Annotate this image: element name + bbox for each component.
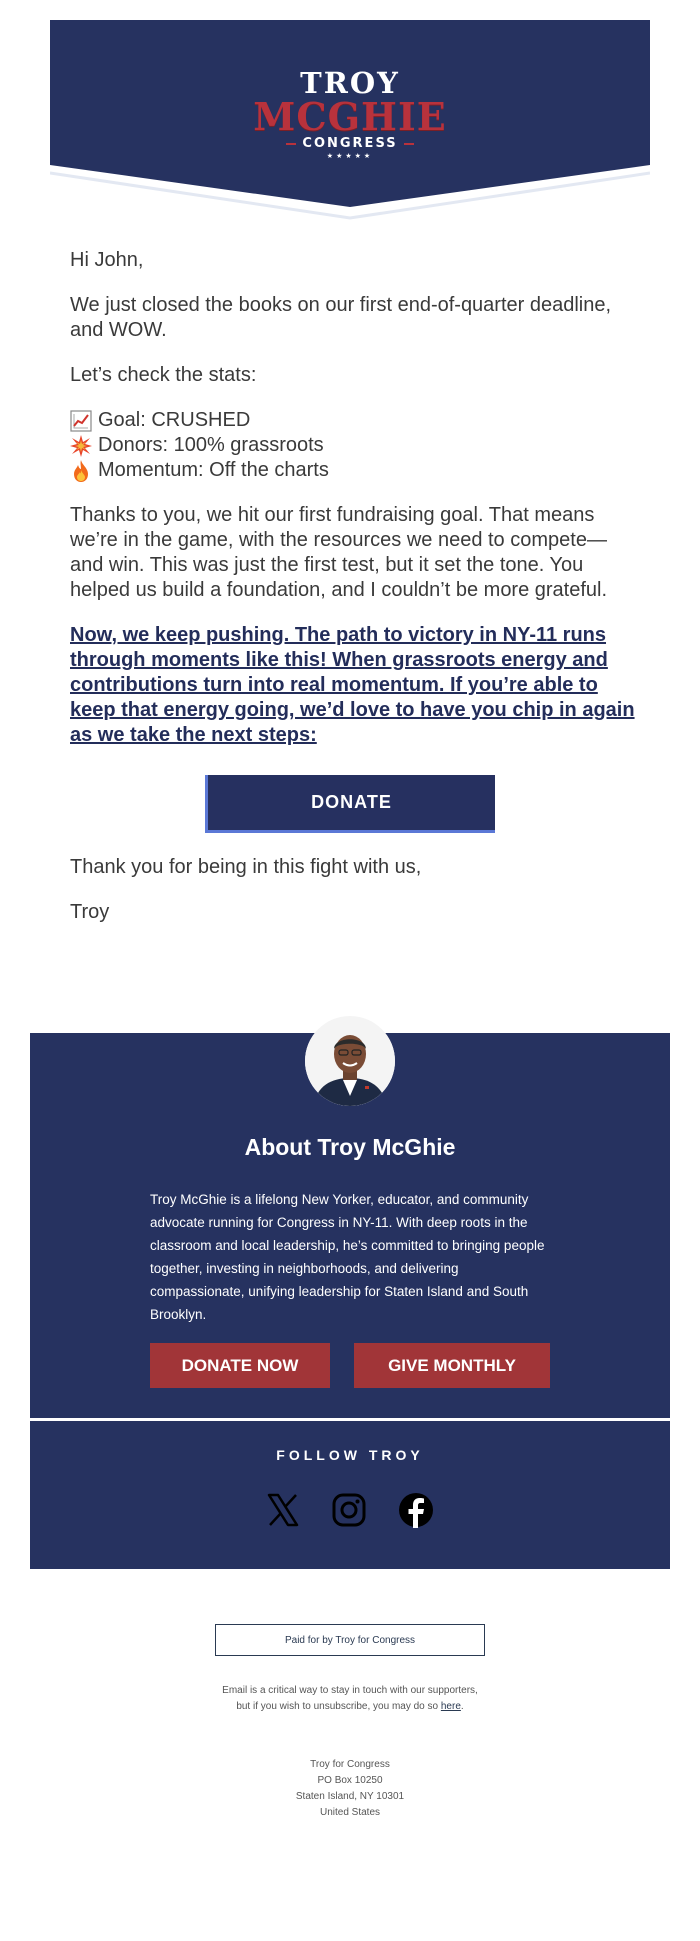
candidate-photo — [305, 1016, 395, 1106]
greeting: Hi John, — [70, 249, 144, 271]
stat-text: Goal: CRUSHED — [98, 409, 251, 431]
mailing-address — [220, 1757, 480, 1821]
give-monthly-button[interactable]: GIVE MONTHLY — [354, 1343, 550, 1388]
donate-now-button[interactable]: DONATE NOW — [150, 1343, 330, 1388]
logo-stars: ★★★★★ — [326, 153, 374, 160]
intro-paragraph: We just closed the books on our first end-of-quarter deadline, and WOW. — [70, 294, 612, 341]
unsubscribe-note: Email is a critical way to stay in touch with our supporters, but if you wish to unsubscribe, you may do so here. — [222, 1685, 478, 1712]
thanks-paragraph: Thanks to you, we hit our first fundraising goal. That means we’re in the game, with the resources we need to compete—and win. This was just the first test, but it set the tone. You helped us build a foundation, and I couldn’t be more grateful. — [70, 504, 608, 601]
chart-increasing-icon — [70, 410, 92, 432]
fire-icon — [70, 460, 92, 482]
unsubscribe-link[interactable]: here — [440, 1701, 461, 1712]
stats-lead: Let’s check the stats: — [70, 364, 257, 386]
closing-block — [70, 855, 635, 945]
stat-donors — [70, 433, 635, 458]
donate-appeal-link[interactable]: Now, we keep pushing. The path to victory in NY-11 runs through moments like this! When grassroots energy and contributions turn into real momentum. If you’re able to keep that energy going, we’d love to have you chip in again as we take the next steps: — [70, 624, 635, 746]
stat-momentum — [70, 458, 635, 483]
logo-rule-right — [404, 143, 414, 145]
stat-goal — [70, 408, 635, 433]
stat-text: Donors: 100% grassroots — [98, 434, 324, 456]
about-title: About Troy McGhie — [244, 1134, 456, 1160]
donate-button[interactable]: DONATE — [205, 775, 495, 833]
address-line: United States — [319, 1807, 381, 1818]
address-line: Troy for Congress — [310, 1759, 390, 1770]
collision-icon — [70, 435, 92, 457]
header-banner — [50, 20, 650, 220]
about-text: Troy McGhie is a lifelong New Yorker, educator, and community advocate running for Congress in NY-11. With deep roots in the classroom and local leadership, he’s committed to bringing people together, investing in neighborhoods, and delivering compassionate, unifying leadership for Staten Island and South Brooklyn. — [150, 1192, 545, 1322]
campaign-logo — [50, 68, 650, 161]
facebook-icon[interactable] — [396, 1490, 436, 1530]
email-body — [70, 248, 635, 770]
stats-list — [70, 408, 635, 483]
logo-first-name: TROY — [300, 66, 400, 100]
address-line: Staten Island, NY 10301 — [295, 1791, 405, 1802]
instagram-icon[interactable] — [329, 1490, 369, 1530]
logo-last-name: MCGHIE — [253, 94, 447, 139]
signature: Troy — [70, 901, 110, 923]
logo-rule-left — [286, 143, 296, 145]
paid-for-box: Paid for by Troy for Congress — [215, 1624, 485, 1656]
avatar — [305, 1016, 395, 1106]
logo-congress-row — [50, 136, 650, 151]
x-icon[interactable] — [263, 1490, 303, 1530]
follow-title: FOLLOW TROY — [276, 1447, 424, 1463]
address-line: PO Box 10250 — [317, 1775, 383, 1786]
stat-text: Momentum: Off the charts — [98, 459, 329, 481]
logo-congress: CONGRESS — [302, 136, 398, 151]
unsubscribe-text: Email is a critical way to stay in touch with our supporters, but if you wish to unsubscribe, you may do so — [222, 1685, 478, 1712]
closing-line: Thank you for being in this fight with us, — [70, 856, 422, 878]
